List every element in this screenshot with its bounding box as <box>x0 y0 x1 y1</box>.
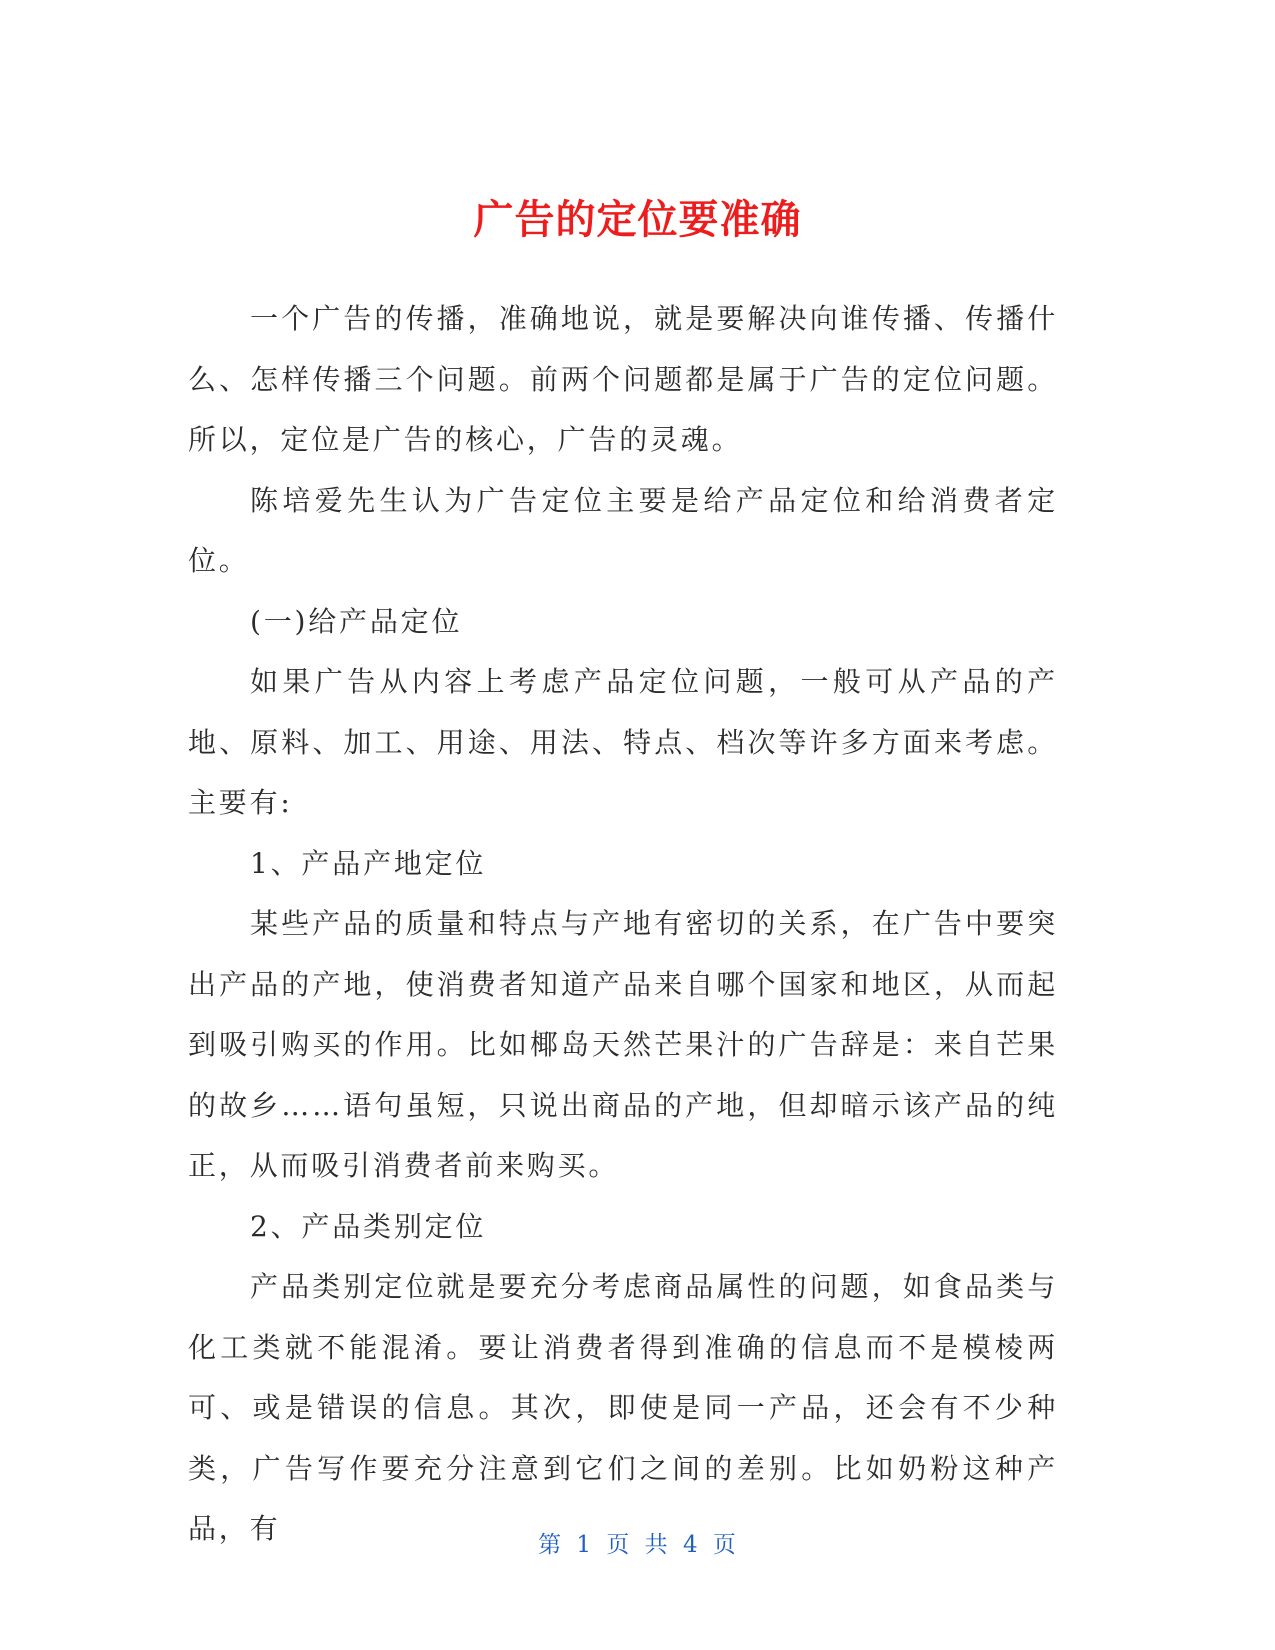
subsection-heading: 1、产品产地定位 <box>250 846 487 880</box>
paragraph: 产品类别定位就是要充分考虑商品属性的问题，如食品类与化工类就不能混淆。要让消费者得到准确的信息而不是模棱两可、或是错误的信息。其次，即使是同一产品，还会有不少种类，广告写作要充分注意到它们之间的差别。比如奶粉这种产品，有 <box>188 1270 1058 1545</box>
page-number-footer: 第 1 页 共 4 页 <box>538 1532 737 1558</box>
subsection-heading: 2、产品类别定位 <box>250 1209 487 1243</box>
document-body <box>188 289 1058 1560</box>
section-heading: (一)给产品定位 <box>250 604 463 638</box>
paragraph: 一个广告的传播，准确地说，就是要解决向谁传播、传播什么、怎样传播三个问题。前两个问题都是属于广告的定位问题。所以，定位是广告的核心，广告的灵魂。 <box>188 302 1058 456</box>
paragraph: 如果广告从内容上考虑产品定位问题，一般可从产品的产地、原料、加工、用途、用法、特点、档次等许多方面来考虑。主要有: <box>188 665 1058 819</box>
paragraph: 某些产品的质量和特点与产地有密切的关系，在广告中要突出产品的产地，使消费者知道产品来自哪个国家和地区，从而起到吸引购买的作用。比如椰岛天然芒果汁的广告辞是：来自芒果的故乡……语句虽短，只说出商品的产地，但却暗示该产品的纯正，从而吸引消费者前来购买。 <box>188 907 1058 1182</box>
document-title: 广告的定位要准确 <box>473 196 802 243</box>
paragraph: 陈培爱先生认为广告定位主要是给产品定位和给消费者定位。 <box>188 483 1058 577</box>
